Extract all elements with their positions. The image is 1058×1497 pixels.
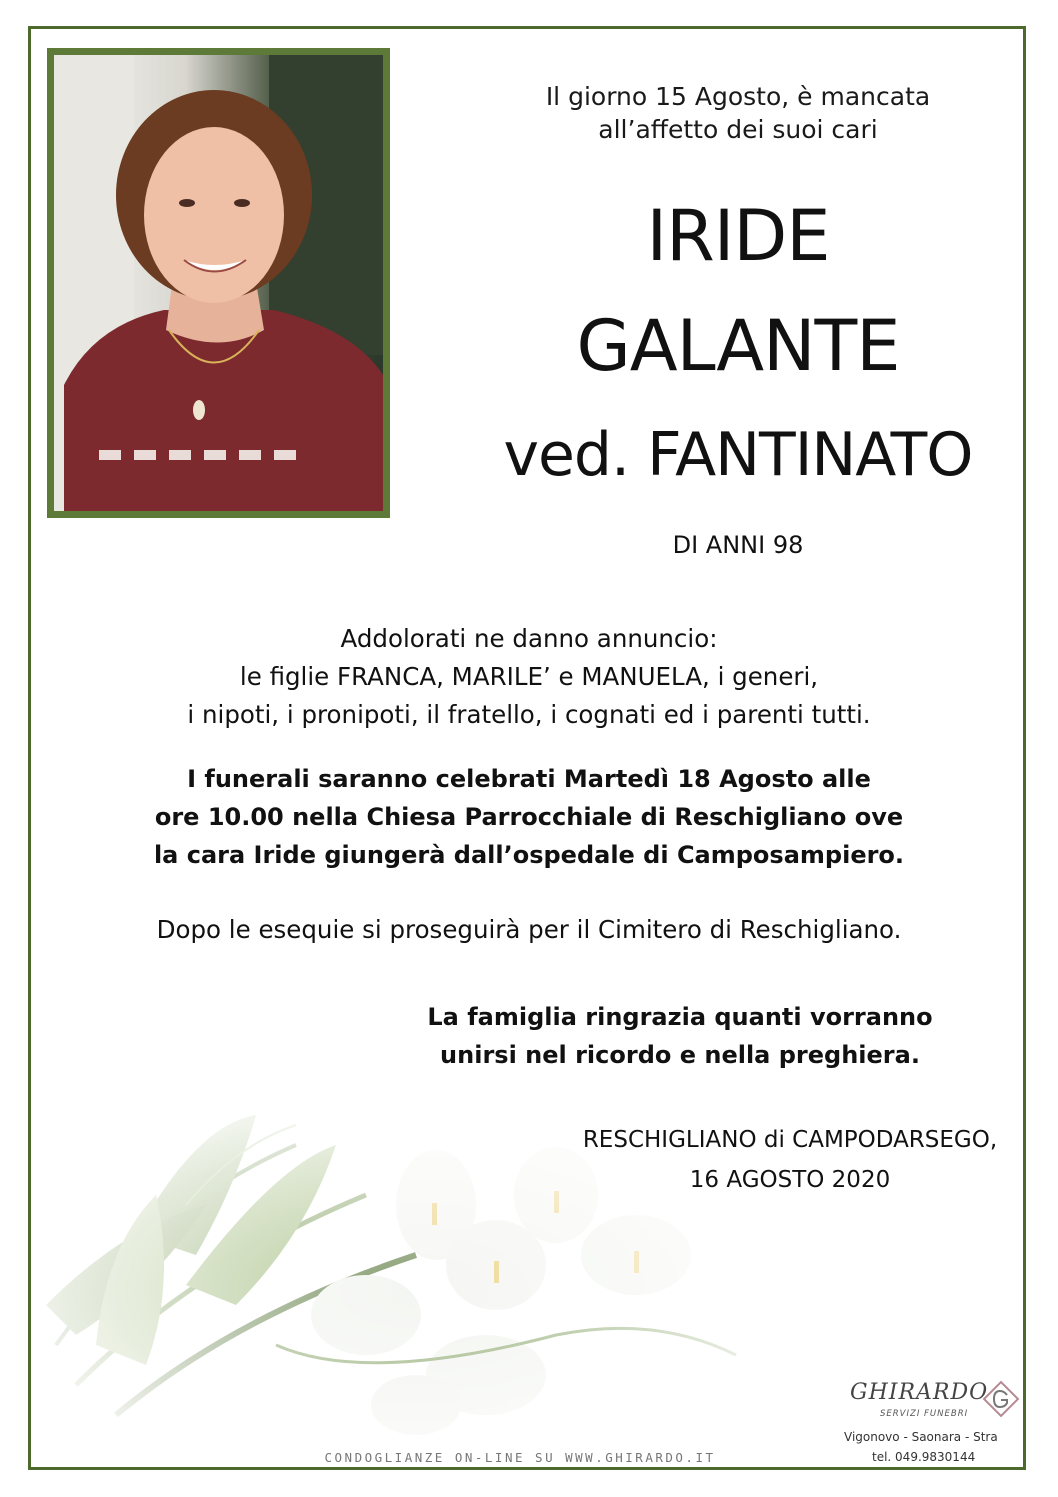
- logo-diamond-icon: [980, 1378, 1022, 1420]
- intro-line-2: all’affetto dei suoi cari: [598, 115, 878, 144]
- deceased-last-name: GALANTE: [576, 305, 900, 387]
- funeral-line-3: la cara Iride giungerà dall’ospedale di Camposampiero.: [153, 841, 905, 869]
- intro-line-1: Il giorno 15 Agosto, è mancata: [545, 82, 931, 111]
- logo-phone: tel. 049.9830144: [872, 1450, 976, 1464]
- funeral-home-logo: [830, 1374, 1030, 1468]
- thanks-line-1: La famiglia ringrazia quanti vorranno: [427, 1003, 933, 1031]
- funeral-line-1: I funerali saranno celebrati Martedì 18 Agosto alle: [187, 765, 871, 793]
- thanks-line-2: unirsi nel ricordo e nella preghiera.: [440, 1041, 920, 1069]
- mourners-line-3: i nipoti, i pronipoti, il fratello, i cognati ed i parenti tutti.: [187, 700, 871, 729]
- burial-text: Dopo le esequie si proseguirà per il Cimitero di Reschigliano.: [156, 915, 902, 944]
- portrait-photo: [54, 55, 383, 511]
- funeral-line-2: ore 10.00 nella Chiesa Parrocchiale di Reschigliano ove: [154, 803, 904, 831]
- mourners-line-1: Addolorati ne danno annuncio:: [340, 624, 718, 653]
- logo-name: GHIRARDO: [850, 1380, 989, 1405]
- deceased-age: DI ANNI 98: [672, 531, 804, 559]
- portrait-frame: [47, 48, 390, 518]
- place-date-block: [530, 1120, 1050, 1200]
- mourners-block: [60, 620, 998, 734]
- funeral-block: [60, 760, 998, 874]
- mourners-line-2: le figlie FRANCA, MARILE’ e MANUELA, i generi,: [239, 662, 819, 691]
- thanks-block: [400, 998, 960, 1074]
- place-line: RESCHIGLIANO di CAMPODARSEGO,: [582, 1127, 998, 1153]
- deceased-first-name: IRIDE: [646, 195, 830, 277]
- logo-towns: Vigonovo - Saonara - Stra: [844, 1430, 998, 1444]
- condolences-footer: CONDOGLIANZE ON-LINE SU WWW.GHIRARDO.IT: [324, 1450, 716, 1465]
- logo-subtitle: SERVIZI FUNEBRI: [880, 1409, 969, 1419]
- intro-text: [470, 80, 1006, 146]
- date-line: 16 AGOSTO 2020: [689, 1167, 891, 1193]
- deceased-widow-name: ved. FANTINATO: [503, 420, 973, 490]
